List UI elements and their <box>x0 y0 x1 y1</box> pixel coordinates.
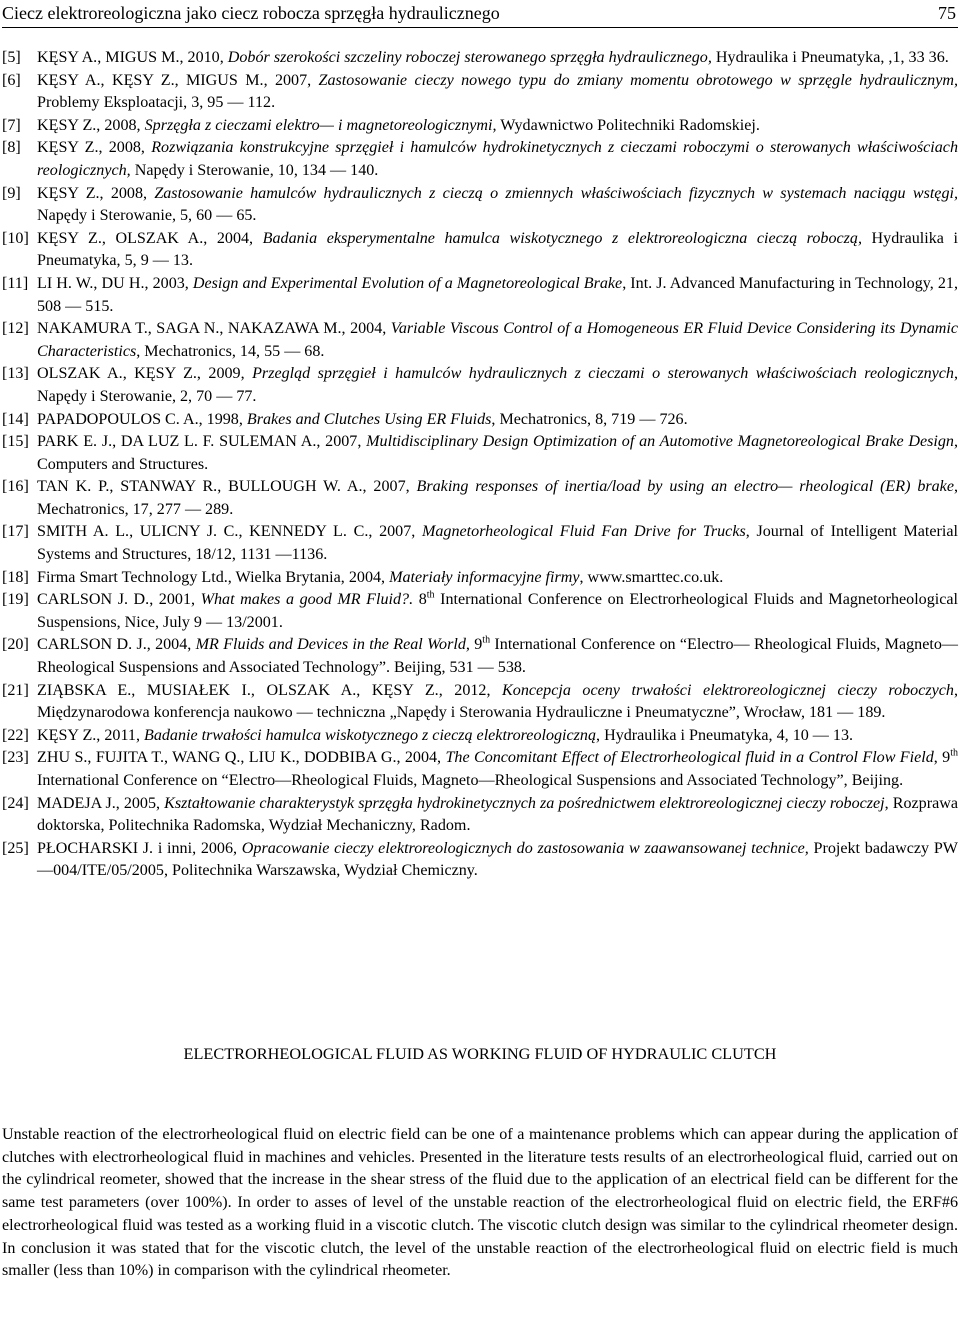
reference-number: [24] <box>2 794 29 812</box>
reference-title: Brakes and Clutches Using ER Fluids <box>246 410 492 428</box>
reference-title: Multidisciplinary Design Optimization of an Automotive Magnetoreological Brake Design <box>366 433 954 451</box>
reference-text: , Rozprawa doktorska, Politechnika Radomska, Wydział Mechaniczny, Radom. <box>37 794 958 835</box>
reference-title: Badania eksperymentalne hamulca wiskotycznego z elektroreologiczna cieczą roboczą, <box>262 229 862 247</box>
abstract-paragraph: Unstable reaction of the electrorheological fluid on electric field can be one of a maintenance problems which can appear during the application of clutches with electrorheological fluid in machines and vehicles. Presented in the literature tests results of an electrorheological fluid, carried out on the cylindrical reometer, showed that the increase in the shear stress of the fluid due to the application of an electrical field can be different for the same test parameters (over 100%). In order to asses of level of the unstable reaction of the electrorheological fluid on electric field, the ERF#6 electrorheological fluid was tested as a working fluid in a viscotic clutch. The viscotic clutch design was similar to the cylindrical rheometer design. In conclusion it was stated that for the viscotic clutch, the level of the unstable reaction of the electrorheological fluid on electric field is much smaller (less than 10%) in comparison with the cylindrical rheometer. <box>2 1126 958 1280</box>
page-number: 75 <box>938 3 956 23</box>
reference-item <box>2 431 958 476</box>
reference-title: Rozwiązania konstrukcyjne sprzęgieł i hamulców hydrokinetycznych z cieczami roboczymi o sterowanych właściwościach reologicznych, <box>37 139 958 179</box>
reference-number: [20] <box>2 636 29 654</box>
reference-item <box>2 838 958 883</box>
reference-number: [6] <box>2 71 21 89</box>
reference-title: Zastosowanie cieczy nowego typu do zmiany momentu obrotowego w sprzęgle hydraulicznym, <box>318 71 958 89</box>
reference-title: Zastosowanie hamulców hydraulicznych z cieczą o zmiennych właściwościach fizycznych w systemach naciągu wstęgi, <box>154 184 958 202</box>
reference-number: [8] <box>2 139 21 157</box>
reference-title: Variable Viscous Control of a Homogeneous ER Fluid Device Considering its Dynamic Characteristics <box>37 320 958 360</box>
reference-text: , Mechatronics, 8, 719 — 726. <box>491 410 688 428</box>
reference-text: , Mechatronics, 14, 55 — 68. <box>136 342 325 360</box>
reference-title: Braking responses of inertia/load by using an electro— rheological (ER) brake <box>416 478 954 496</box>
reference-superscript: th <box>482 635 491 647</box>
reference-text: ZHU S., FUJITA T., WANG Q., LIU K., DODBIBA G., 2004, <box>37 749 446 767</box>
reference-text: International Conference on “Electro— Rheological Fluids, Magneto—Rheological Suspensions and Associated Technology”. Beijing, 531 — 538. <box>37 636 958 677</box>
reference-text: , www.smarttec.co.uk. <box>579 568 724 586</box>
reference-text: KĘSY Z., OLSZAK A., 2004, <box>37 229 263 247</box>
reference-item <box>2 409 958 432</box>
reference-superscript: th <box>426 589 435 601</box>
reference-item <box>2 318 958 363</box>
reference-text: , Journal of Intelligent Material Systems and Structures, 18/12, 1131 —1136. <box>37 523 958 564</box>
reference-text: LI H. W., DU H., 2003, <box>37 274 193 292</box>
reference-text: PAPADOPOULOS C. A., 1998, <box>37 410 247 428</box>
reference-title: What makes a good MR Fluid?. <box>200 591 414 609</box>
reference-text: PŁOCHARSKI J. i inni, 2006, <box>37 839 242 857</box>
reference-item <box>2 363 958 408</box>
reference-item <box>2 228 958 273</box>
reference-text: Firma Smart Technology Ltd., Wielka Brytania, 2004, <box>37 568 390 586</box>
reference-title: MR Fluids and Devices in the Real World, <box>195 636 470 654</box>
reference-title: Opracowanie cieczy elektroreologicznych do zastosowania w zaawansowanej technice, <box>241 839 809 857</box>
reference-item <box>2 273 958 318</box>
reference-item <box>2 725 958 748</box>
reference-text: ZIĄBSKA E., MUSIAŁEK I., OLSZAK A., KĘSY Z., 2012, <box>37 681 503 699</box>
reference-text: International Conference on “Electro—Rheological Fluids, Magneto—Rheological Suspensions and Associated Technology”, Beijing. <box>37 772 904 789</box>
reference-number: [18] <box>2 568 29 586</box>
reference-title: Koncepcja oceny trwałości elektroreologicznej cieczy roboczych <box>502 681 954 699</box>
reference-text: KĘSY A., KĘSY Z., MIGUS M., 2007, <box>37 71 319 89</box>
reference-text: NAKAMURA T., SAGA N., NAKAZAWA M., 2004, <box>37 320 391 338</box>
reference-text: Projekt badawczy PW—004/ITE/05/2005, Politechnika Warszawska, Wydział Chemiczny. <box>37 839 958 880</box>
reference-superscript: th <box>950 748 959 760</box>
reference-text: KĘSY Z., 2011, <box>37 726 144 744</box>
reference-number: [22] <box>2 726 29 744</box>
reference-text: Hydraulika i Pneumatyka, ,1, 33 36. <box>711 49 949 66</box>
reference-text: Wydawnictwo Politechniki Radomskiej. <box>496 116 760 134</box>
reference-number: [23] <box>2 749 29 767</box>
reference-text: Problemy Eksploatacji, 3, 95 — 112. <box>37 94 276 112</box>
reference-text: Napędy i Sterowanie, 10, 134 — 140. <box>130 161 379 179</box>
reference-number: [19] <box>2 591 29 609</box>
reference-number: [17] <box>2 523 29 541</box>
reference-text: International Conference on Electrorheological Fluids and Magnetorheological Suspensions, Nice, July 9 — 13/2001. <box>37 591 959 631</box>
reference-number: [25] <box>2 839 29 857</box>
reference-item <box>2 793 958 838</box>
reference-text: , 9 <box>933 749 951 767</box>
reference-title: The Concomitant Effect of Electrorheological fluid in a Control Flow Field <box>445 749 934 767</box>
reference-text: KĘSY Z., 2008, <box>37 116 145 134</box>
reference-number: [10] <box>2 229 29 247</box>
reference-item <box>2 137 958 182</box>
reference-text: CARLSON J. D., 2001, <box>37 591 201 609</box>
reference-text: Napędy i Sterowanie, 5, 60 — 65. <box>37 207 257 225</box>
reference-text: 8 <box>413 591 427 609</box>
reference-item <box>2 521 958 566</box>
reference-text: , Mechatronics, 17, 277 — 289. <box>37 478 958 518</box>
reference-number: [9] <box>2 184 21 202</box>
reference-text: OLSZAK A., KĘSY Z., 2009, <box>37 365 253 383</box>
reference-text: CARLSON D. J., 2004, <box>37 636 196 654</box>
reference-number: [13] <box>2 365 29 383</box>
reference-number: [7] <box>2 116 21 134</box>
reference-title: Kształtowanie charakterystyk sprzęgła hydrokinetycznych za pośrednictwem elektroreologicznej cieczy roboczej <box>164 794 885 812</box>
reference-text: SMITH A. L., ULICNY J. C., KENNEDY L. C., 2007, <box>37 523 422 541</box>
reference-number: [14] <box>2 410 29 428</box>
reference-text: MADEJA J., 2005, <box>37 794 165 812</box>
reference-title: Przegląd sprzęgieł i hamulców hydraulicznych z cieczami o sterowanych właściwościach reologicznych <box>252 365 954 383</box>
reference-item <box>2 567 958 590</box>
reference-title: Magnetorheological Fluid Fan Drive for Trucks <box>421 523 746 541</box>
reference-item <box>2 634 958 679</box>
reference-text: 9 <box>469 636 483 654</box>
reference-number: [21] <box>2 681 29 699</box>
reference-number: [12] <box>2 320 29 338</box>
reference-text: KĘSY Z., 2008, <box>37 184 155 202</box>
reference-item <box>2 47 958 70</box>
reference-text: Hydraulika i Pneumatyka, 5, 9 — 13. <box>37 229 958 270</box>
reference-item <box>2 70 958 115</box>
reference-text: , Hydraulika i Pneumatyka, 4, 10 — 13. <box>596 726 854 744</box>
section-title: ELECTRORHEOLOGICAL FLUID AS WORKING FLUID OF HYDRAULIC CLUTCH <box>183 1044 777 1063</box>
reference-item <box>2 747 958 792</box>
reference-item <box>2 680 958 725</box>
reference-number: [16] <box>2 478 29 496</box>
reference-text: , Int. J. Advanced Manufacturing in Technology, 21, 508 — 515. <box>37 274 958 315</box>
reference-title: Materiały informacyjne firmy <box>389 568 580 586</box>
reference-title: Badanie trwałości hamulca wiskotycznego z cieczą elektroreologiczną <box>144 726 597 744</box>
running-header <box>2 0 958 28</box>
running-title: Ciecz elektroreologiczna jako ciecz robocza sprzęgła hydraulicznego <box>2 3 500 23</box>
reference-title: Dobór szerokości szczeliny roboczej sterowanego sprzęgła hydraulicznego, <box>227 49 712 66</box>
reference-item <box>2 115 958 138</box>
reference-number: [15] <box>2 433 29 451</box>
reference-text: KĘSY A., MIGUS M., 2010, <box>37 49 228 66</box>
reference-text: TAN K. P., STANWAY R., BULLOUGH W. A., 2007, <box>37 478 417 496</box>
reference-item <box>2 476 958 521</box>
reference-text: , Computers and Structures. <box>37 433 959 473</box>
reference-item <box>2 589 958 634</box>
reference-text: PARK E. J., DA LUZ L. F. SULEMAN A., 2007, <box>37 433 367 451</box>
reference-number: [5] <box>2 49 21 66</box>
reference-text: KĘSY Z., 2008, <box>37 139 152 157</box>
reference-text: , Międzynarodowa konferencja naukowo — techniczna „Napędy i Sterowania Hydrauliczne i Pneumatyczne”, Wrocław, 181 — 189. <box>37 681 958 722</box>
reference-title: Design and Experimental Evolution of a Magnetoreological Brake <box>192 274 623 292</box>
reference-title: Sprzęgła z cieczami elektro— i magnetoreologicznymi, <box>144 116 497 134</box>
reference-list <box>2 47 958 883</box>
reference-text: , Napędy i Sterowanie, 2, 70 — 77. <box>37 365 958 405</box>
reference-number: [11] <box>2 274 29 292</box>
reference-item <box>2 183 958 228</box>
